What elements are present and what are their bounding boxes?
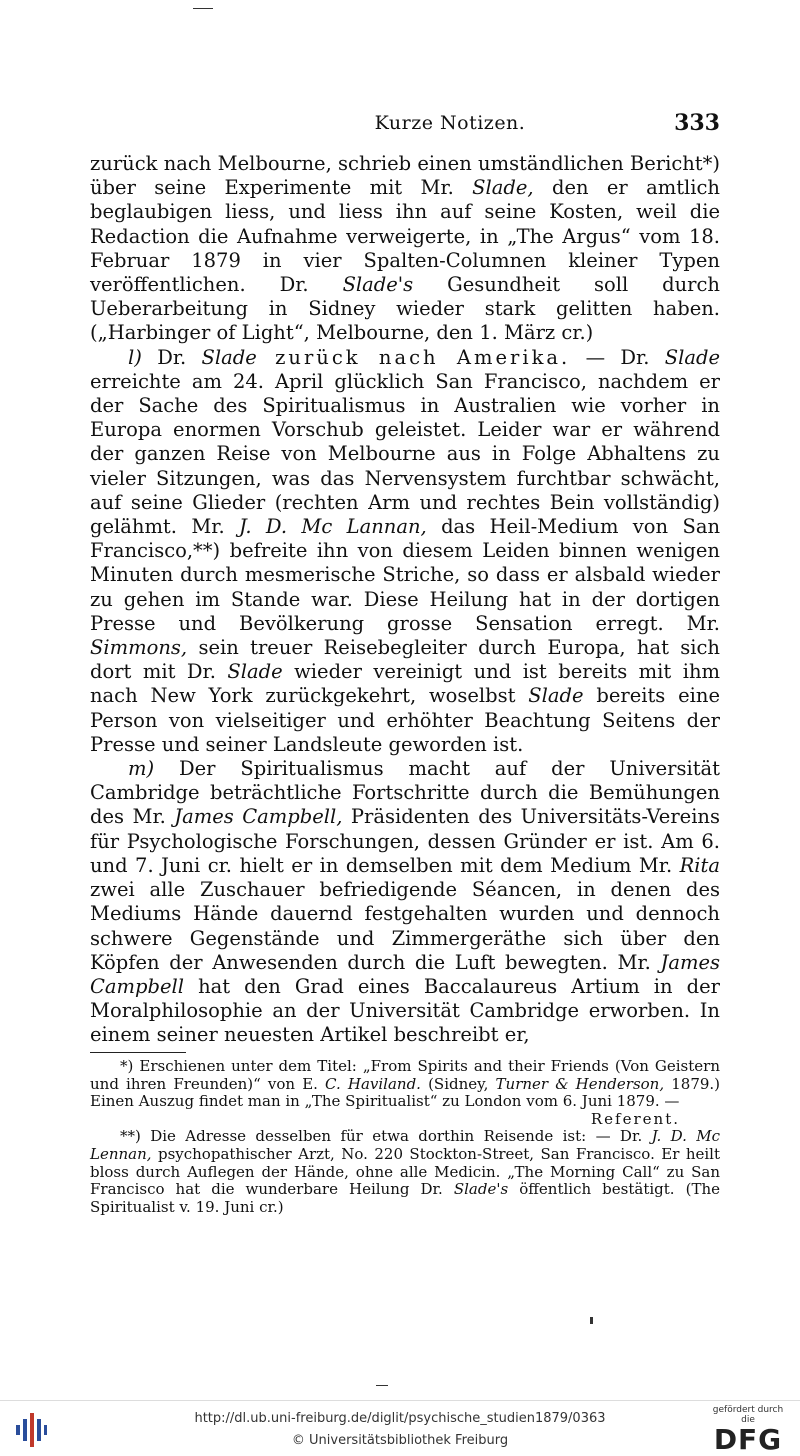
name-italic: Slade xyxy=(528,684,584,708)
text-run: zwei alle Zuschauer befriedigende Séancen, in denen des Mediums Hände dauernd festgehalten wurden und dennoch schwere Gegenstände und Zimmergeräthe sich über den Köpfen der Anwesenden durch die Luft bewegten. Mr. xyxy=(90,878,720,974)
paragraph-k-continuation xyxy=(90,152,720,346)
text-run: öffentlich bestätigt. (The Spiritualist v. 19. Juni cr.) xyxy=(90,1180,720,1216)
footnotes xyxy=(90,1058,720,1216)
name-italic: Slade xyxy=(227,660,283,684)
dfg-caption: gefördert durch die xyxy=(712,1405,784,1425)
name-italic: James Campbell, xyxy=(174,805,343,829)
name-italic: James Campbell xyxy=(90,950,720,998)
text-run: — Dr. xyxy=(570,345,665,369)
footnote-2 xyxy=(90,1128,720,1216)
name-italic: C. Haviland. xyxy=(325,1074,421,1093)
name-italic: Slade xyxy=(201,345,257,369)
text-run: erreichte am 24. April glücklich San Francisco, nachdem er der Sache des Spiritualismus in Australien wie vorher in Europa enormen Vorschub geleistet. Leider war er während der ganzen Reise von Melbourne aus in Folge Abhaltens zu vieler Sitzungen, was das Nervensystem furchtbar schwächt, auf seine Glieder (rechten Arm und rechtes Bein vollständig) gelähmt. Mr. xyxy=(90,369,720,539)
text-run: **) Die Adresse desselben für etwa dorthin Reisende ist: — Dr. xyxy=(120,1127,652,1146)
spaced-heading: zurück nach Amerika. xyxy=(256,345,571,369)
text-run: den er amtlich beglaubigen liess, und liess ihn auf seine Kosten, weil die Redaction die Aufnahme verweigerte, in „The Argus“ vom 18. Februar 1879 in vier Spalten-Columnen kleiner Typen veröffentlichen. Dr. xyxy=(90,176,720,297)
name-italic: Slade's xyxy=(342,273,414,297)
name-italic: Rita xyxy=(679,853,720,877)
text-run: das Heil-Medium von San Francisco,**) befreite ihn von diesem Leiden binnen wenigen Minuten durch mesmerische Striche, so dass er alsbald wieder zu gehen im Stande war. Diese Heilung hat in der dortigen Presse und Bevölkerung grosse Sensation erregt. Mr. xyxy=(90,515,721,635)
text-run: psychopathischer Arzt, No. 220 Stockton-Street, San Francisco. Er heilt bloss durch Auflegen der Hände, ohne alle Medicin. „The Morning Call“ zu San Francisco hat die wunderbare Heilung Dr. xyxy=(90,1144,720,1199)
text-run: Gesundheit soll durch Ueberarbeitung in Sidney wieder stark gelitten haben. („Harbinger of Light“, Melbourne, den 1. März cr.) xyxy=(90,273,720,345)
name-italic: Turner & Henderson, xyxy=(495,1074,665,1093)
viewer-footer xyxy=(0,1400,800,1455)
ink-speck xyxy=(193,8,213,9)
text-run: sein treuer Reisebegleiter durch Europa, hat sich dort mit Dr. xyxy=(90,636,720,684)
running-title: Kurze Notizen. xyxy=(374,112,526,134)
name-italic: Slade, xyxy=(472,176,534,200)
ink-speck xyxy=(590,1317,593,1324)
text-run: hat den Grad eines Baccalaureus Artium in der Moralphilosophie an der Universität Cambridge erworben. In einem seiner neuesten Artikel beschreibt er, xyxy=(90,974,720,1047)
copyright-notice: © Universitätsbibliothek Freiburg xyxy=(291,1433,509,1448)
page-number: 333 xyxy=(674,110,720,136)
name-italic: Slade's xyxy=(453,1180,509,1199)
footnote-1 xyxy=(90,1058,720,1111)
ink-speck xyxy=(376,1385,388,1386)
text-run: Präsidenten des Universitäts-Vereins für Psychologische Forschungen, dessen Gründer er ist. Am 6. und 7. Juni cr. hielt er in demselben mit dem Medium Mr. xyxy=(90,805,720,877)
section-marker: l) xyxy=(128,345,142,369)
footnote-signature: Referent. xyxy=(590,1109,680,1128)
paragraph-l xyxy=(90,346,720,757)
text-run: bereits eine Person von vielseitiger und erhöhter Beachtung Seitens der Presse und seiner Landsleute geworden ist. xyxy=(90,684,720,756)
paragraph-m xyxy=(90,757,720,1047)
text-run: 1879.) Einen Auszug findet man in „The Spiritualist“ zu London vom 6. Juni 1879. — xyxy=(90,1074,721,1111)
text-run: Der Spiritualismus macht auf der Universität Cambridge beträchtliche Fortschritte durch die Bemühungen des Mr. xyxy=(90,757,720,829)
name-italic: Simmons, xyxy=(90,636,188,660)
dfg-wordmark: DFG xyxy=(713,1423,783,1456)
page-header xyxy=(90,112,720,142)
main-text xyxy=(90,152,720,1048)
section-marker: m) xyxy=(128,757,155,781)
text-run: wieder vereinigt und ist bereits mit ihm nach New York zurückgekehrt, woselbst xyxy=(90,660,720,708)
name-italic: Slade xyxy=(664,345,720,369)
dfg-logo xyxy=(708,1405,788,1456)
name-italic: J. D. Mc Lannan, xyxy=(239,515,427,539)
footnote-divider xyxy=(90,1052,186,1053)
text-run: Dr. xyxy=(141,345,202,369)
text-run: *) Erschienen unter dem Titel: „From Spirits and their Friends (Von Geistern und ihren Freunden)“ von E. xyxy=(90,1057,720,1093)
name-italic: J. D. Mc Lennan, xyxy=(90,1127,720,1163)
permalink-url[interactable]: http://dl.ub.uni-freiburg.de/diglit/psychische_studien1879/0363 xyxy=(194,1411,606,1426)
text-run: zurück nach Melbourne, schrieb einen umständlichen Bericht*) über seine Experimente mit Mr. xyxy=(90,152,720,200)
text-run: (Sidney, xyxy=(420,1074,496,1093)
